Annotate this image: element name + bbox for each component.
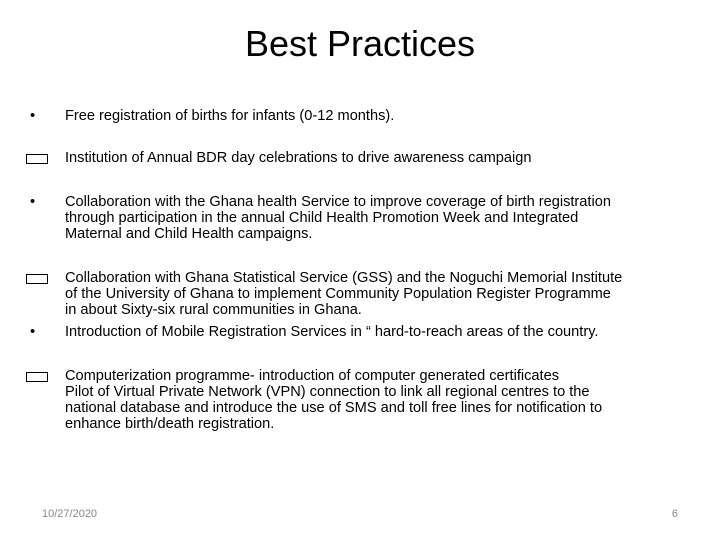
bullet-line: Maternal and Child Health campaigns.	[65, 226, 313, 242]
bullet-line: Pilot of Virtual Private Network (VPN) connection to link all regional centres to the	[65, 384, 590, 400]
bullet-line: Collaboration with Ghana Statistical Service (GSS) and the Noguchi Memorial Institute	[65, 270, 623, 286]
bullet-line: Introduction of Mobile Registration Services in “ hard-to-reach areas of the country.	[65, 324, 599, 340]
slide-title: Best Practices	[244, 23, 476, 64]
bullet-dot-icon: •	[30, 194, 36, 210]
bullet-text	[65, 368, 676, 432]
bullet-item	[26, 150, 676, 166]
footer-date: 10/27/2020	[42, 508, 98, 520]
bullet-line: Free registration of births for infants (0-12 months).	[65, 108, 395, 124]
bullet-line: through participation in the annual Child Health Promotion Week and Integrated	[65, 210, 579, 226]
bullet-dot-icon: •	[30, 324, 36, 340]
bullet-line: Computerization programme- introduction of computer generated certificates	[65, 368, 559, 384]
bullet-line: enhance birth/death registration.	[65, 416, 275, 432]
bullet-item	[26, 368, 676, 432]
page-number: 6	[671, 508, 678, 520]
bullet-item	[26, 324, 676, 340]
bullet-line: Collaboration with the Ghana health Service to improve coverage of birth registration	[65, 194, 611, 210]
bullet-text	[65, 270, 676, 318]
bullet-item	[26, 108, 676, 124]
bullet-item	[26, 194, 676, 242]
bullet-dot-icon: •	[30, 108, 36, 124]
bullet-text	[65, 150, 676, 166]
bullet-line: of the University of Ghana to implement Community Population Register Programme	[65, 286, 611, 302]
bullet-text	[65, 194, 676, 242]
bullet-item	[26, 270, 676, 318]
bullet-text	[65, 324, 676, 340]
square-bullet-icon	[26, 270, 65, 318]
bullet-text	[65, 108, 676, 124]
bullet-line: Institution of Annual BDR day celebrations to drive awareness campaign	[65, 150, 532, 166]
bullet-line: national database and introduce the use of SMS and toll free lines for notification to	[65, 400, 603, 416]
square-bullet-icon	[26, 150, 65, 166]
bullet-line: in about Sixty-six rural communities in Ghana.	[65, 302, 362, 318]
square-bullet-icon	[26, 368, 65, 432]
